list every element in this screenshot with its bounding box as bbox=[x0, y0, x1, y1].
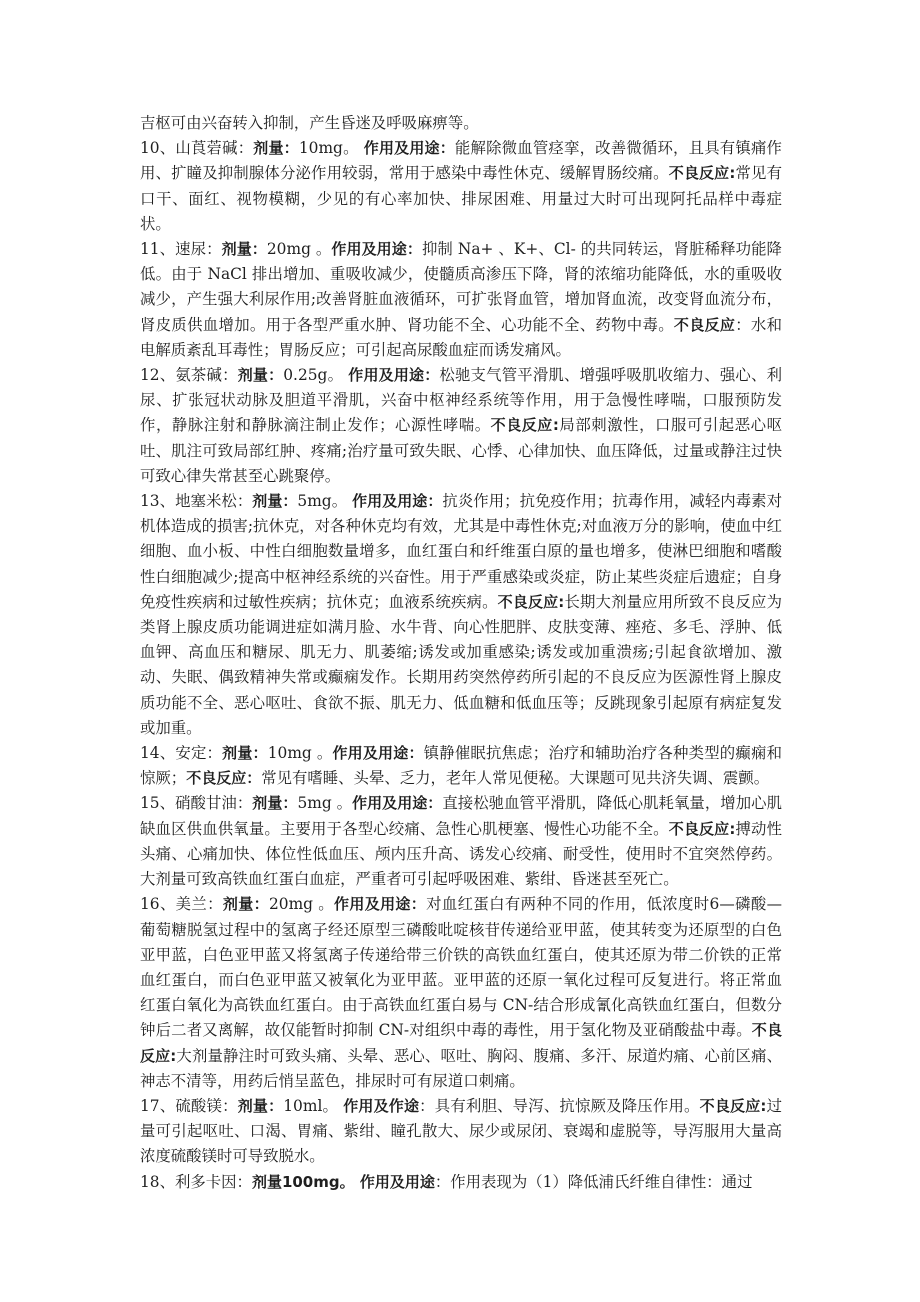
paragraph bbox=[140, 1094, 782, 1170]
text-run: ：水和电解质紊乱耳毒性；胃肠反应；可引起高尿酸血症而诱发痛风。 bbox=[140, 315, 782, 359]
bold-label: 剂量： bbox=[222, 895, 269, 914]
text-run: 能解除微血管痉挛，改善微循环，且具有镇痛作用、扩瞳及抑制腺体分泌作用较弱，常用于感染中毒性休克、缓解胃肠绞痛。 bbox=[140, 139, 782, 183]
text-run: 5mg 。 bbox=[297, 794, 353, 813]
paragraph bbox=[140, 363, 782, 489]
text-run: 18、利多卡因： bbox=[140, 1172, 252, 1191]
bold-label: 作用及用途： bbox=[348, 366, 440, 385]
bold-label: 作用及用途 bbox=[359, 1172, 435, 1191]
text-run: 局部刺激性，口服可引起恶心呕吐、肌注可致局部红肿、疼痛;治疗量可致失眠、心悸、心律加快、血压降低，过量或静注过快可致心律失常甚至心跳聚停。 bbox=[140, 416, 782, 485]
text-run: 13、地塞米松： bbox=[140, 492, 253, 511]
text-run: 抑制 Na+ 、K+、Cl- 的共同转运，肾脏稀释功能降低。由于 NaCl 排出增加、重吸收减少，使髓质高渗压下降，肾的浓缩功能降低，水的重吸收减少，产生强大利尿作用;改善肾脏血液循环，可扩张肾血管，增加肾血流，改变肾血流分布，肾皮质供血增加。用于各型严重水肿、肾功能不全、心功能不全、药物中毒。 bbox=[140, 240, 782, 334]
text-run: 5mg。 bbox=[297, 492, 353, 511]
bold-label: 不良反应 bbox=[673, 315, 736, 334]
text-run: ：具有利胆、导泻、抗惊厥及降压作用。 bbox=[419, 1096, 700, 1115]
paragraph bbox=[140, 136, 782, 237]
bold-label: 作用及用途： bbox=[352, 492, 443, 511]
text-run: 12、氨茶碱： bbox=[140, 366, 238, 385]
text-run: 11、速尿： bbox=[140, 240, 222, 259]
bold-label: 剂量： bbox=[222, 744, 268, 763]
bold-label: 作用及用途： bbox=[334, 895, 427, 914]
bold-label: 不良反应: bbox=[668, 164, 736, 183]
text-run: 常见有口干、面红、视物模糊，少见的有心率加快、排尿困难、用量过大时可出现阿托品样中毒症状。 bbox=[140, 164, 782, 233]
paragraph bbox=[140, 741, 782, 791]
text-run: 10ml。 bbox=[283, 1096, 344, 1115]
text-run: 对血红蛋白有两种不同的作用，低浓度时6—磷酸—葡萄糖脱氢过程中的氢离子经还原型三磷酸吡啶核苷传递给亚甲蓝，使其转变为还原型的白色亚甲蓝，白色亚甲蓝又将氢离子传递给带三价铁的高铁血红蛋白，使其还原为带二价铁的正常血红蛋白，而白色亚甲蓝又被氧化为亚甲蓝。亚甲蓝的还原一氧化过程可反复进行。将正常血红蛋白氧化为高铁血红蛋白。由于高铁血红蛋白易与 CN-结合形成氰化高铁血红蛋白，但数分钟后二者又离解，故仅能暂时抑制 CN-对组织中毒的毒性，用于氢化物及亚硝酸盐中毒。 bbox=[140, 895, 782, 1040]
bold-label: 作用及用途： bbox=[331, 240, 422, 259]
text-run: 15、硝酸甘油： bbox=[140, 794, 253, 813]
bold-label: 不良反应： bbox=[186, 769, 262, 788]
text-run: 镇静催眠抗焦虑；治疗和辅助治疗各种类型的癫痫和惊厥； bbox=[140, 744, 782, 788]
text-run: 10mg。 bbox=[298, 139, 364, 158]
text-run: ：作用表现为（1）降低浦氏纤维自律性：通过 bbox=[434, 1172, 753, 1191]
text-run: 搏动性头痛、心痛加快、体位性低血压、颅内压升高、诱发心绞痛、耐受性，使用时不宜突然停药。大剂量可致高铁血红蛋白血症，严重者可引起呼吸困难、紫绀、昏迷甚至死亡。 bbox=[140, 819, 782, 889]
bold-label: 不良反应: bbox=[140, 1021, 782, 1065]
text-run: 直接松驰血管平滑肌，降低心肌耗氧量，增加心肌缺血区供血供氧量。主要用于各型心绞痛、急性心肌梗塞、慢性心功能不全。 bbox=[140, 794, 782, 838]
paragraph bbox=[140, 237, 782, 363]
text-run: 16、美兰： bbox=[140, 895, 223, 914]
text-run: 抗炎作用；抗免疫作用；抗毒作用，减轻内毒素对机体造成的损害;抗休克，对各种休克均有效，尤其是中毒性休克;对血液万分的影响，使血中红细胞、血小板、中性白细胞数量增多，血红蛋白和纤维蛋白原的量也增多，使淋巴细胞和嗜酸性白细胞减少;提高中枢神经系统的兴奋性。用于严重感染或炎症，防止某些炎症后遗症；自身免疫性疾病和过敏性疾病；抗休克；血液系统疾病。 bbox=[140, 492, 782, 611]
paragraph bbox=[140, 1170, 782, 1195]
paragraph bbox=[140, 111, 782, 136]
bold-label: 作用及用途： bbox=[332, 744, 424, 763]
bold-label: 不良反应: bbox=[699, 1096, 767, 1115]
bold-label: 剂量： bbox=[221, 240, 267, 259]
text-run: 吉枢可由兴奋转入抑制，产生昏迷及呼吸麻痹等。 bbox=[140, 114, 479, 132]
bold-label: 作用及作途 bbox=[343, 1096, 420, 1115]
bold-label: 剂量： bbox=[237, 366, 284, 385]
bold-label: 剂量： bbox=[252, 492, 298, 511]
text-run: 过量可引起呕吐、口渴、胃痛、紫绀、瞳孔散大、尿少或尿闭、衰竭和虚脱等，导泻服用大量高浓度硫酸镁时可导致脱水。 bbox=[140, 1096, 782, 1166]
bold-label: 剂量100mg。 bbox=[251, 1172, 360, 1191]
bold-label: 剂量： bbox=[237, 1096, 284, 1115]
text-run: 0.25g。 bbox=[283, 366, 349, 385]
bold-label: 不良反应: bbox=[497, 592, 565, 611]
bold-label: 作用及用途： bbox=[363, 139, 455, 158]
text-run: 20mg 。 bbox=[266, 240, 332, 259]
text-run: 长期大剂量应用所致不良反应为类肾上腺皮质功能调进症如满月脸、水牛背、向心性肥胖、皮肤变薄、痤疮、多毛、浮肿、低血钾、高血压和糖尿、肌无力、肌萎缩;诱发或加重感染;诱发或加重溃疡;引起食欲增加、激动、失眠、偶致精神失常或癫痫发作。长期用药突然停药所引起的不良反应为医源性肾上腺皮质功能不全、恶心呕吐、食欲不振、肌无力、低血糖和低血压等；反跳现象引起原有病症复发或加重。 bbox=[140, 592, 782, 737]
paragraph bbox=[140, 791, 782, 892]
text-run: 10、山莨菪碱： bbox=[140, 139, 254, 158]
bold-label: 不良反应: bbox=[490, 416, 559, 435]
text-run: 20mg 。 bbox=[268, 895, 335, 914]
bold-label: 不良反应: bbox=[668, 819, 736, 838]
paragraph bbox=[140, 892, 782, 1094]
bold-label: 剂量： bbox=[252, 794, 298, 813]
bold-label: 作用及用途： bbox=[352, 794, 443, 813]
text-run: 常见有嗜睡、头晕、乏力，老年人常见便秘。大课题可见共济失调、震颤。 bbox=[261, 769, 770, 788]
text-run: 17、硫酸镁： bbox=[140, 1096, 238, 1115]
text-run: 14、安定： bbox=[140, 744, 223, 763]
bold-label: 剂量： bbox=[253, 139, 299, 158]
document-body bbox=[140, 111, 782, 1195]
text-run: 大剂量静注时可致头痛、头晕、恶心、呕吐、胸闷、腹痛、多汗、尿道灼痛、心前区痛、神志不清等，用药后悄呈蓝色，排尿时可有尿道口刺痛。 bbox=[140, 1046, 782, 1090]
text-run: 松驰支气管平滑肌、增强呼吸肌收缩力、强心、利尿、扩张冠状动脉及胆道平滑肌，兴奋中枢神经系统等作用，用于急慢性哮喘，口服预防发作，静脉注射和静脉滴注制止发作；心源性哮喘。 bbox=[140, 366, 782, 435]
text-run: 10mg 。 bbox=[267, 744, 333, 763]
paragraph bbox=[140, 489, 782, 741]
